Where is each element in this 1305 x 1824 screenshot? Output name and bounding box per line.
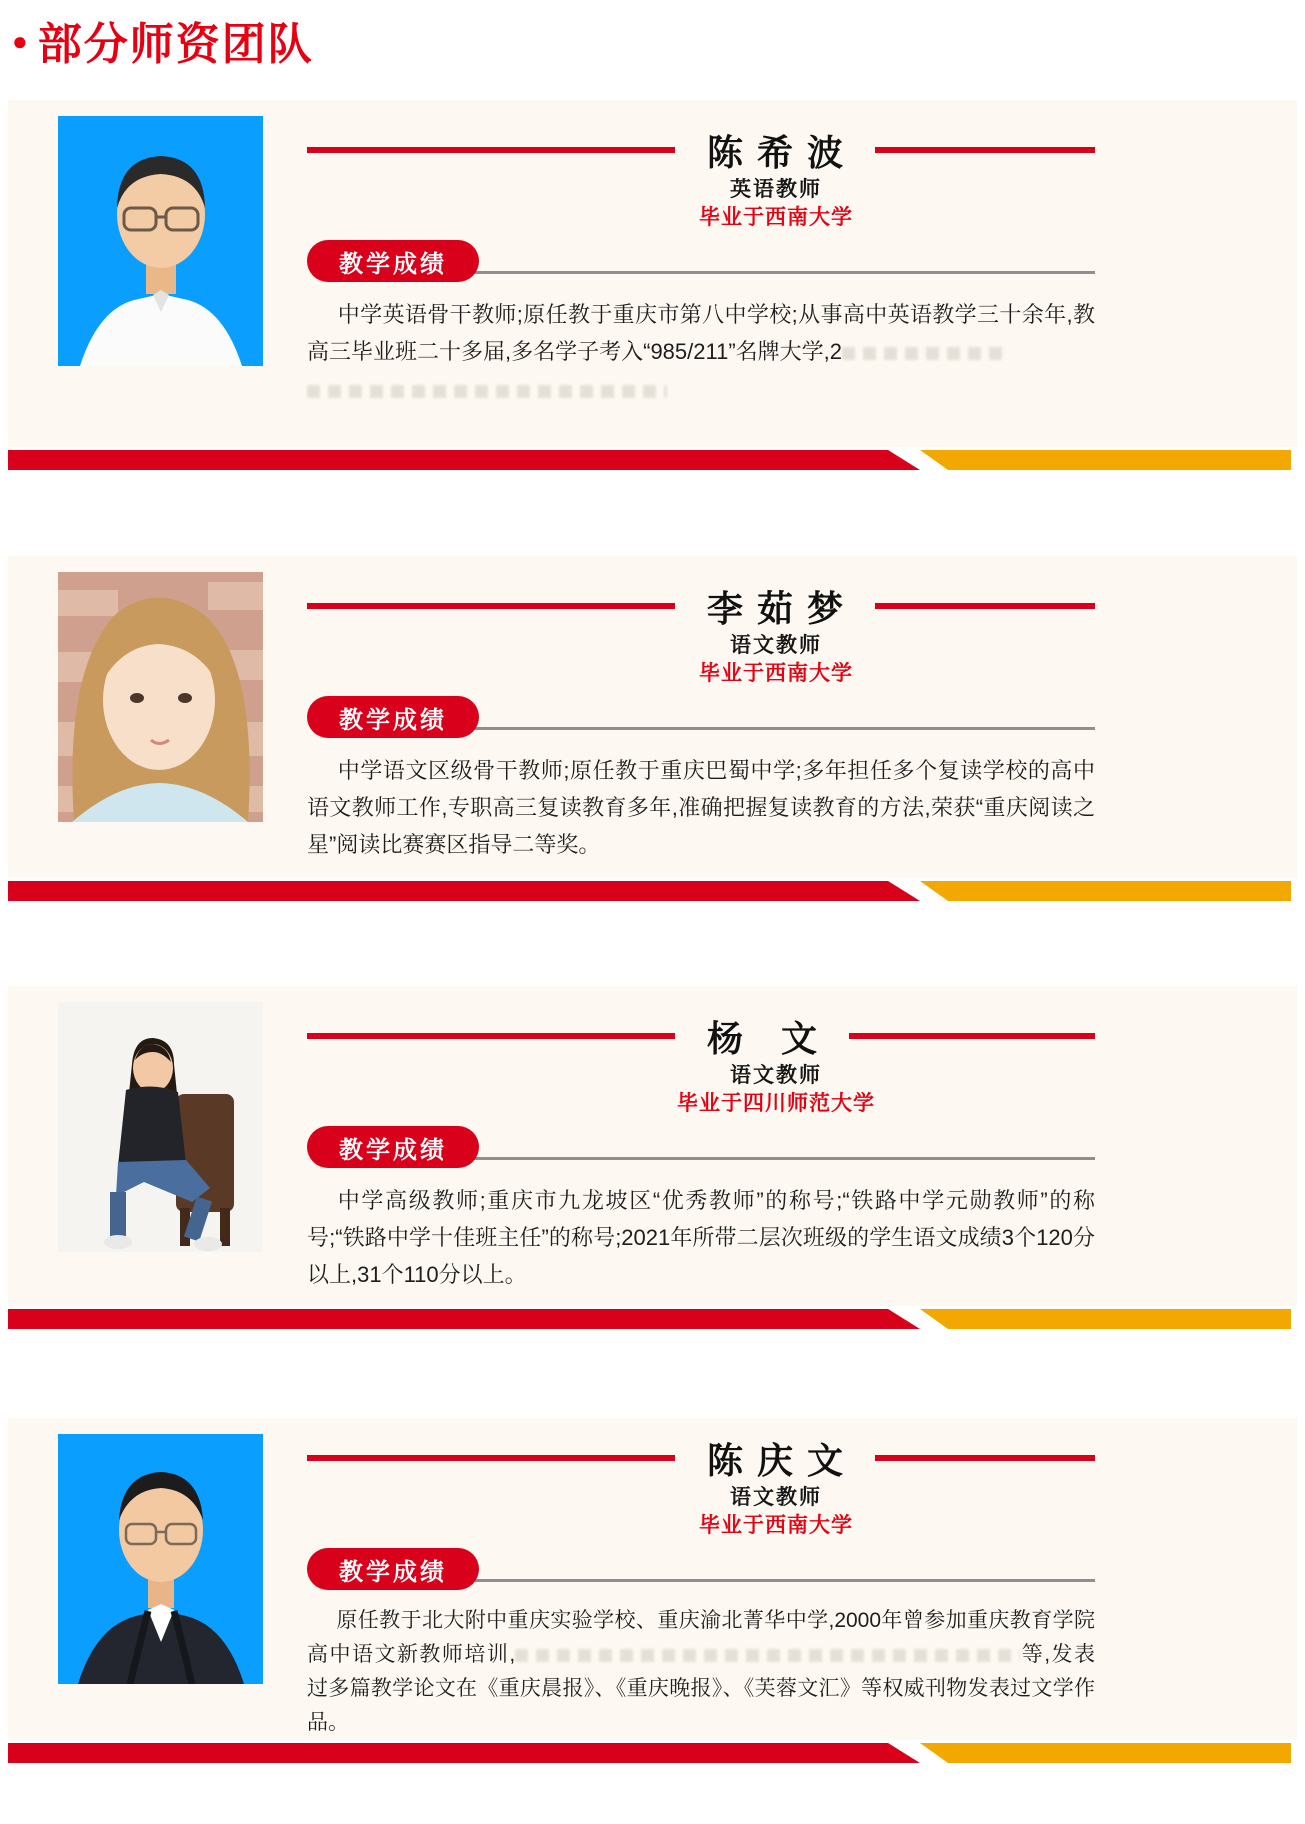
badge-rule <box>467 727 1095 730</box>
teacher-description <box>307 296 1095 397</box>
divider-red-bar <box>8 450 920 470</box>
achievement-badge: 教学成绩 <box>307 1126 479 1168</box>
teacher-name: 李茹梦 <box>707 587 858 629</box>
teacher-name: 陈希波 <box>707 131 858 173</box>
section-divider <box>0 1743 1305 1763</box>
name-divider-right <box>875 603 1095 609</box>
divider-yellow-bar <box>920 450 1291 470</box>
page-title-text: 部分师资团队 <box>37 20 314 69</box>
redacted-text <box>842 347 1007 360</box>
badge-row <box>307 1548 1095 1590</box>
description-text: 等,发表过多篇教学论文在《重庆晨报》、《重庆晚报》、《芙蓉文汇》等权威刊物发表过文学作品。 <box>307 1643 1095 1734</box>
teacher-card <box>8 556 1297 878</box>
teacher-photo <box>58 116 263 366</box>
divider-red-bar <box>8 1743 920 1763</box>
section-divider <box>0 1309 1305 1329</box>
teacher-university: 毕业于西南大学 <box>699 662 853 685</box>
female-teacher-seated-white-background-icon <box>58 1002 263 1252</box>
achievement-badge: 教学成绩 <box>307 1548 479 1590</box>
achievement-badge: 教学成绩 <box>307 240 479 282</box>
badge-rule <box>467 1579 1095 1582</box>
name-divider-right <box>875 1455 1095 1461</box>
teacher-name: 杨 文 <box>707 1017 832 1059</box>
section-divider <box>0 881 1305 901</box>
redacted-text <box>307 385 667 398</box>
name-row <box>307 128 1095 172</box>
description-text: 原任教于北大附中重庆实验学校、重庆渝北菁华中学,2000年曾参加重庆教育学院高中语文新教师培训, <box>307 1609 1095 1666</box>
name-divider-right <box>875 147 1095 153</box>
teacher-photo <box>58 572 263 822</box>
teacher-description <box>307 1182 1095 1293</box>
female-teacher-brick-wall-background-icon <box>58 572 263 822</box>
page-title <box>12 8 314 72</box>
divider-red-bar <box>8 1309 920 1329</box>
description-text: 中学语文区级骨干教师;原任教于重庆巴蜀中学;多年担任多个复读学校的高中语文教师工作,专职高三复读教育多年,准确把握复读教育的方法,荣获“重庆阅读之星”阅读比赛赛区指导二等奖。 <box>307 758 1095 857</box>
teacher-subject: 语文教师 <box>730 634 822 657</box>
teacher-card <box>8 986 1297 1306</box>
description-text: 中学高级教师;重庆市九龙坡区“优秀教师”的称号;“铁路中学元勋教师”的称号;“铁路中学十佳班主任”的称号;2021年所带二层次班级的学生语文成绩3个120分以上,31个110分以上。 <box>307 1188 1095 1287</box>
teacher-name: 陈庆文 <box>707 1439 858 1481</box>
divider-yellow-bar <box>920 881 1291 901</box>
bullet-icon: ● <box>12 25 30 56</box>
divider-yellow-bar <box>920 1309 1291 1329</box>
badge-row <box>307 1126 1095 1168</box>
name-divider-left <box>307 1033 675 1039</box>
male-teacher-glasses-blue-background-icon <box>58 116 263 366</box>
teacher-card <box>8 100 1297 447</box>
name-divider-left <box>307 603 675 609</box>
teacher-subject: 英语教师 <box>730 178 822 201</box>
name-row <box>307 584 1095 628</box>
male-teacher-suit-blue-background-icon <box>58 1434 263 1684</box>
section-divider <box>0 450 1305 470</box>
badge-row <box>307 240 1095 282</box>
teacher-description <box>307 752 1095 863</box>
teacher-subject: 语文教师 <box>730 1486 822 1509</box>
achievement-badge: 教学成绩 <box>307 696 479 738</box>
badge-rule <box>467 1157 1095 1160</box>
name-row <box>307 1014 1095 1058</box>
teacher-card <box>8 1418 1297 1740</box>
redacted-text <box>515 1649 1020 1662</box>
teacher-description <box>307 1604 1095 1740</box>
badge-rule <box>467 271 1095 274</box>
name-divider-left <box>307 147 675 153</box>
divider-red-bar <box>8 881 920 901</box>
name-row <box>307 1436 1095 1480</box>
description-text: 中学英语骨干教师;原任教于重庆市第八中学校;从事高中英语教学三十余年,教高三毕业班二十多届,多名学子考入“985/211”名牌大学,2 <box>307 302 1095 364</box>
teacher-university: 毕业于西南大学 <box>699 206 853 229</box>
name-divider-right <box>849 1033 1095 1039</box>
teacher-photo <box>58 1002 263 1252</box>
teacher-photo <box>58 1434 263 1684</box>
teacher-university: 毕业于四川师范大学 <box>677 1092 875 1115</box>
name-divider-left <box>307 1455 675 1461</box>
teacher-university: 毕业于西南大学 <box>699 1514 853 1537</box>
badge-row <box>307 696 1095 738</box>
divider-yellow-bar <box>920 1743 1291 1763</box>
teacher-subject: 语文教师 <box>730 1064 822 1087</box>
